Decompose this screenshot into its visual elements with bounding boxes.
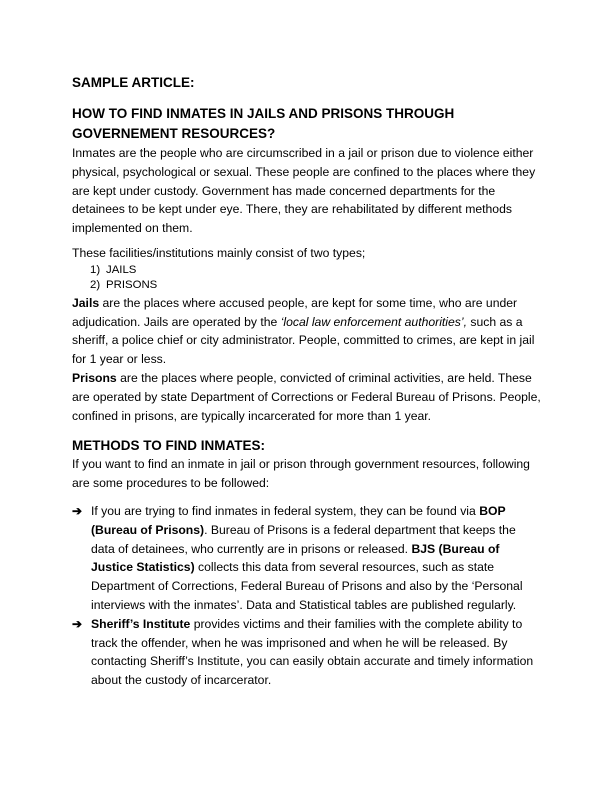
types-intro: These facilities/institutions mainly consist of two types; <box>72 245 366 260</box>
list-item: ➔ If you are trying to find inmates in federal system, they can be found via BOP (Bureau of Prisons). Bureau of Prisons is a federal department that keeps the data of detainees, who currently are in prisons or released. BJS (Bureau of Justice Statistics) collects this data from several resources, such as state Department of Corrections, Federal Bureau of Prisons and also by the ‘Personal interviews with the inmates’. Data and Statistical tables are published regularly. <box>72 503 523 612</box>
methods-intro: If you want to find an inmate in jail or prison through government resources, following are some procedures to be followed: <box>72 457 530 491</box>
arrow-right-icon: ➔ <box>72 503 83 518</box>
document-page <box>72 70 542 690</box>
jails-paragraph: Jails are the places where accused people, are kept for some time, who are under adjudication. Jails are operated by the ‘local law enforcement authorities’, such as a sheriff, a police chief or city administrator. People, committed to crimes, are kept in jail for 1 year or less. <box>72 295 535 367</box>
types-list <box>72 263 542 294</box>
arrow-right-icon: ➔ <box>72 616 83 631</box>
list-item: ➔ Sheriff’s Institute provides victims and their families with the complete ability to track the offender, when he was imprisoned and when he will be released. By contacting Sheriff’s Institute, you can easily obtain accurate and timely information about the custody of incarcerator. <box>72 616 534 688</box>
methods-list <box>72 502 542 690</box>
methods-heading: METHODS TO FIND INMATES: <box>72 438 265 454</box>
article-title: HOW TO FIND INMATES IN JAILS AND PRISONS THROUGH GOVERNEMENT RESOURCES? <box>72 106 455 141</box>
article-label: SAMPLE ARTICLE: <box>72 75 195 90</box>
prisons-paragraph: Prisons are the places where people, convicted of criminal activities, are held. These are operated by state Department of Corrections or Federal Bureau of Prisons. People, confined in prisons, are typically incarcerated for more than 1 year. <box>72 370 541 423</box>
intro-paragraph: Inmates are the people who are circumscribed in a jail or prison due to violence either physical, psychological or sexual. These people are confined to the places where they are kept under custody. Government has made concerned departments for the detainees to be kept under eye. There, they are rehabilitated by different methods implemented on them. <box>72 146 536 236</box>
list-item: 2) PRISONS <box>90 279 158 292</box>
list-item: 1) JAILS <box>90 263 137 276</box>
